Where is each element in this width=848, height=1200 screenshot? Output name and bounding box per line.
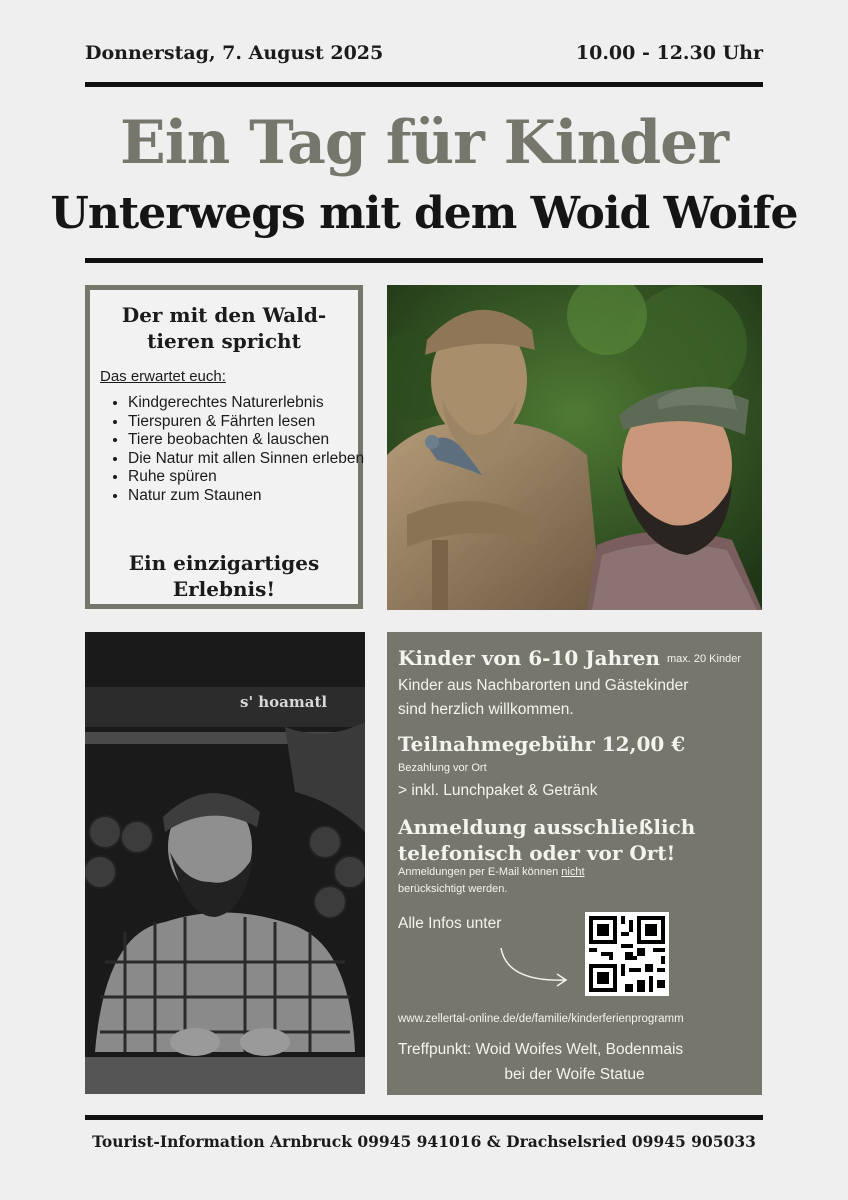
- list-item: • Die Natur mit allen Sinnen erleben: [128, 450, 368, 469]
- event-date: Donnerstag, 7. August 2025: [85, 42, 384, 64]
- list-item: • Tierspuren & Fährten lesen: [128, 413, 368, 432]
- footer-contact: Tourist-Information Arnbruck 09945 941016 & Drachselsried 09945 905033: [92, 1132, 756, 1151]
- sign-text: s' hoamatl: [240, 693, 328, 711]
- portrait-photo: [85, 632, 365, 1094]
- age-heading: Kinder von 6-10 Jahren: [398, 646, 660, 670]
- registration-note: Anmeldungen per E-Mail können nicht berücksichtigt werden.: [398, 866, 585, 895]
- page-title: Ein Tag für Kinder: [120, 108, 728, 178]
- footer-divider: [85, 1115, 763, 1120]
- list-item: • Natur zum Staunen: [128, 487, 368, 506]
- title-divider: [85, 258, 763, 263]
- list-item: • Ruhe spüren: [128, 468, 368, 487]
- fee-includes: > inkl. Lunchpaket & Getränk: [398, 782, 598, 799]
- info-url[interactable]: www.zellertal-online.de/de/familie/kinderferienprogramm: [398, 1013, 684, 1025]
- top-divider: [85, 82, 763, 87]
- info-box-subheading: Das erwartet euch:: [100, 368, 226, 385]
- portrait-photo-illustration: [85, 632, 365, 1094]
- list-item: • Kindgerechtes Naturerlebnis: [128, 394, 368, 413]
- registration-heading: Anmeldung ausschließlich telefonisch oder vor Ort!: [398, 815, 696, 865]
- list-item: • Tiere beobachten & lauschen: [128, 431, 368, 450]
- info-box: [85, 285, 363, 609]
- info-label: Alle Infos unter: [398, 915, 502, 932]
- activity-list: [106, 394, 368, 505]
- info-box-heading: Der mit den Wald- tieren spricht: [121, 303, 327, 353]
- statue-photo-illustration: [387, 285, 762, 610]
- event-time: 10.00 - 12.30 Uhr: [575, 42, 763, 64]
- info-box-closing: Ein einzigartiges Erlebnis!: [128, 551, 320, 601]
- statue-photo: [387, 285, 762, 610]
- max-participants-note: max. 20 Kinder: [667, 653, 741, 665]
- fee-heading: Teilnahmegebühr 12,00 €: [398, 732, 686, 756]
- welcome-line-1: Kinder aus Nachbarorten und Gästekinder: [398, 677, 689, 694]
- page-subtitle: Unterwegs mit dem Woid Woife: [50, 188, 798, 239]
- arrow-icon: [497, 944, 572, 989]
- details-panel: [387, 632, 762, 1095]
- qr-code[interactable]: [585, 912, 669, 996]
- meeting-point-line-2: bei der Woife Statue: [504, 1066, 645, 1083]
- qr-code-icon: [585, 912, 669, 996]
- welcome-line-2: sind herzlich willkommen.: [398, 701, 574, 718]
- meeting-point-line-1: Treffpunkt: Woid Woifes Welt, Bodenmais: [398, 1041, 684, 1058]
- payment-note: Bezahlung vor Ort: [398, 762, 487, 774]
